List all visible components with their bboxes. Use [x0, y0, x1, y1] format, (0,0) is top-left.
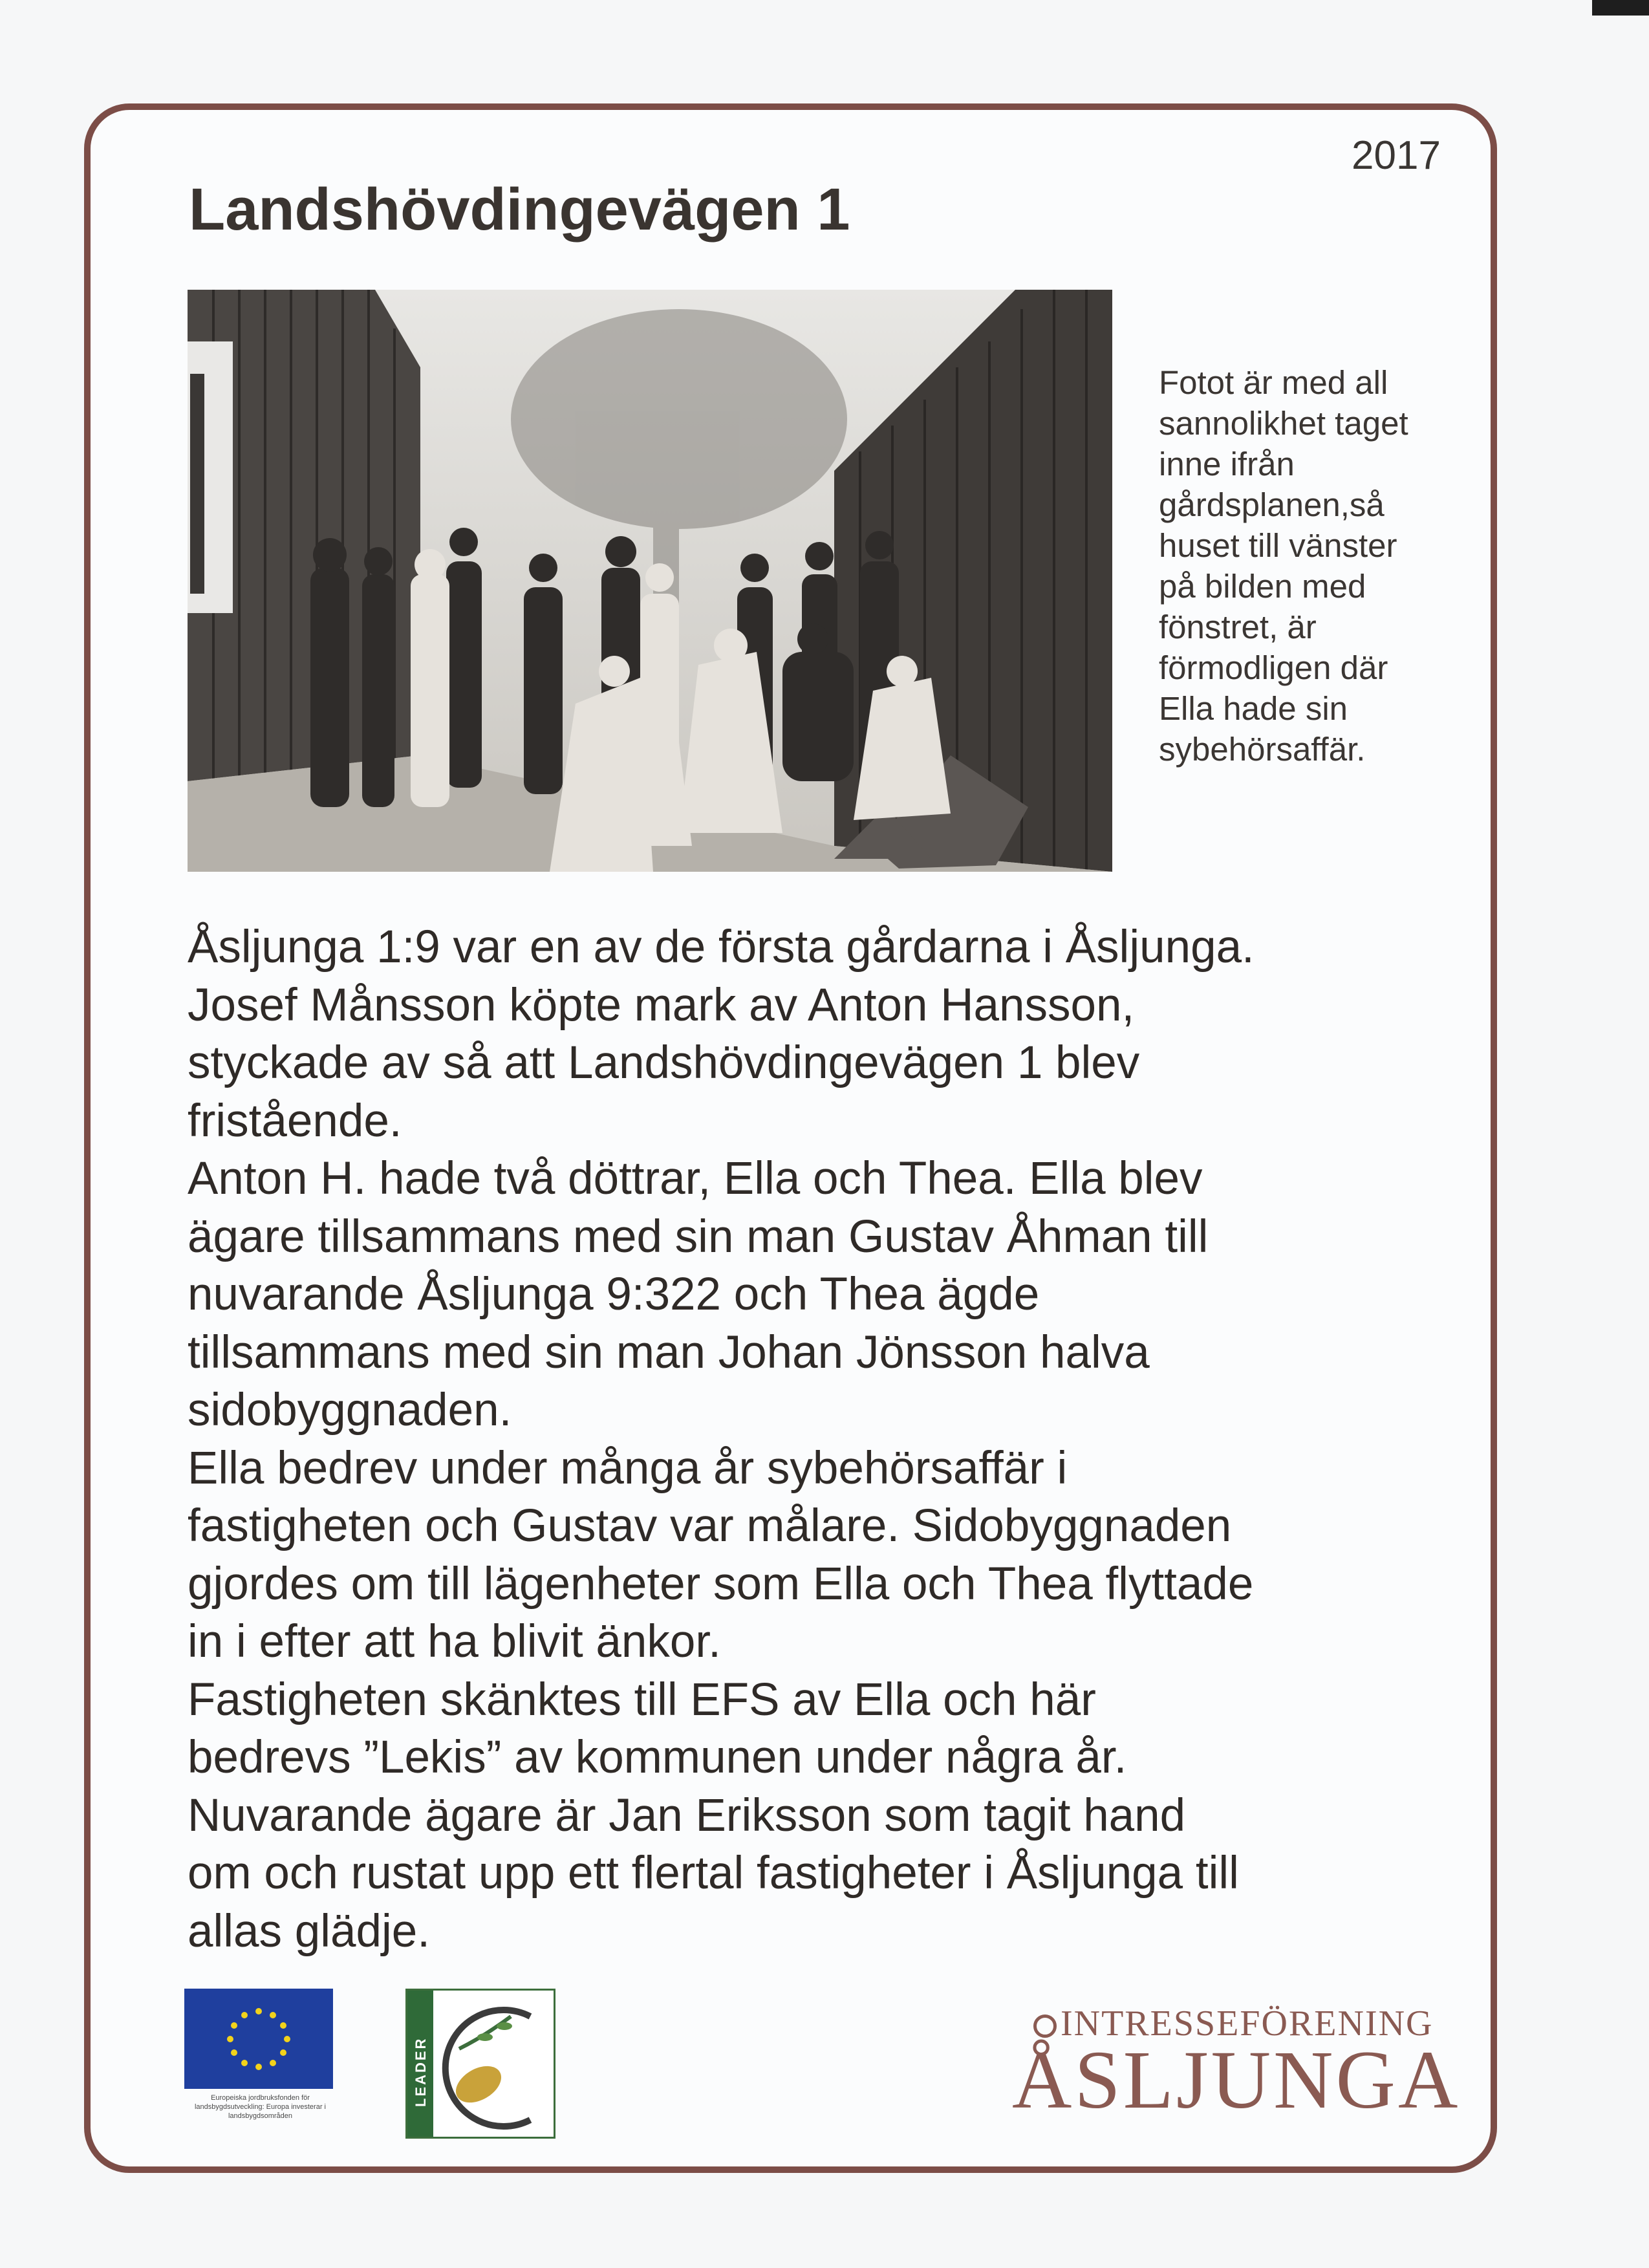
body-line: fastigheten och Gustav var målare. Sidobyggnaden: [188, 1500, 1232, 1551]
body-line: ägare tillsammans med sin man Gustav Åhman till: [188, 1211, 1209, 1262]
body-line: in i efter att ha blivit änkor.: [188, 1616, 721, 1667]
body-line: fristående.: [188, 1095, 402, 1147]
body-line: allas glädje.: [188, 1905, 430, 1957]
photo-illustration: [188, 290, 1112, 872]
caption-line: Ella hade sin: [1159, 690, 1348, 727]
eu-logo: [184, 1989, 333, 2144]
body-line: bedrevs ”Lekis” av kommunen under några år.: [188, 1732, 1127, 1783]
eu-caption: Europeiska jordbruksfonden för landsbygdsutveckling: Europa investerar i landsbygdsområden: [194, 2094, 326, 2120]
caption-line: sybehörsaffär.: [1159, 731, 1366, 768]
body-line: nuvarande Åsljunga 9:322 och Thea ägde: [188, 1269, 1040, 1320]
body-line: Ella bedrev under många år sybehörsaffär i: [188, 1442, 1068, 1494]
caption-line: Fotot är med all: [1159, 364, 1388, 401]
leader-text: LEADER: [413, 2036, 429, 2107]
historic-group-photo: [188, 290, 1112, 872]
leader-logo: [405, 1989, 555, 2139]
page-title: Landshövdingevägen 1: [189, 177, 850, 243]
leader-emblem-icon: [407, 1991, 557, 2141]
body-line: gjordes om till lägenheter som Ella och Thea flyttade: [188, 1558, 1254, 1610]
body-line: Anton H. hade två döttrar, Ella och Thea. Ella blev: [188, 1153, 1203, 1204]
caption-line: på bilden med: [1159, 568, 1366, 605]
body-line: Fastigheten skänktes till EFS av Ella och här: [188, 1674, 1096, 1725]
caption-line: huset till vänster: [1159, 527, 1397, 564]
year-label: 2017: [1352, 133, 1441, 178]
body-line: sidobyggnaden.: [188, 1385, 512, 1436]
eu-flag-icon: [184, 1989, 333, 2089]
body-line: tillsammans med sin man Johan Jönsson halva: [188, 1326, 1150, 1378]
body-line: Nuvarande ägare är Jan Eriksson som tagit hand: [188, 1789, 1186, 1841]
body-line: Josef Månsson köpte mark av Anton Hansson,: [188, 979, 1135, 1031]
body-line: om och rustat upp ett flertal fastigheter i Åsljunga till: [188, 1848, 1239, 1899]
body-line: Åsljunga 1:9 var en av de första gårdarna i Åsljunga.: [188, 922, 1255, 973]
association-name-line1: INTRESSEFÖRENING: [1061, 2003, 1434, 2044]
association-logo: [951, 1989, 1474, 2144]
caption-line: fönstret, är: [1159, 609, 1317, 645]
body-line: styckade av så att Landshövdingevägen 1 blev: [188, 1037, 1140, 1088]
caption-line: inne ifrån: [1159, 446, 1295, 482]
caption-line: gårdsplanen,så: [1159, 486, 1385, 523]
caption-line: sannolikhet taget: [1159, 405, 1408, 442]
sponsor-logos: [184, 1989, 1478, 2144]
history-text: [188, 918, 1455, 1960]
scan-edge-mark: [1592, 0, 1649, 16]
caption-line: förmodligen där: [1159, 649, 1388, 686]
eu-stars-icon: [184, 1989, 333, 2089]
association-name-line2: ÅSLJUNGA: [1012, 2034, 1461, 2126]
photo-caption: [1159, 362, 1463, 770]
